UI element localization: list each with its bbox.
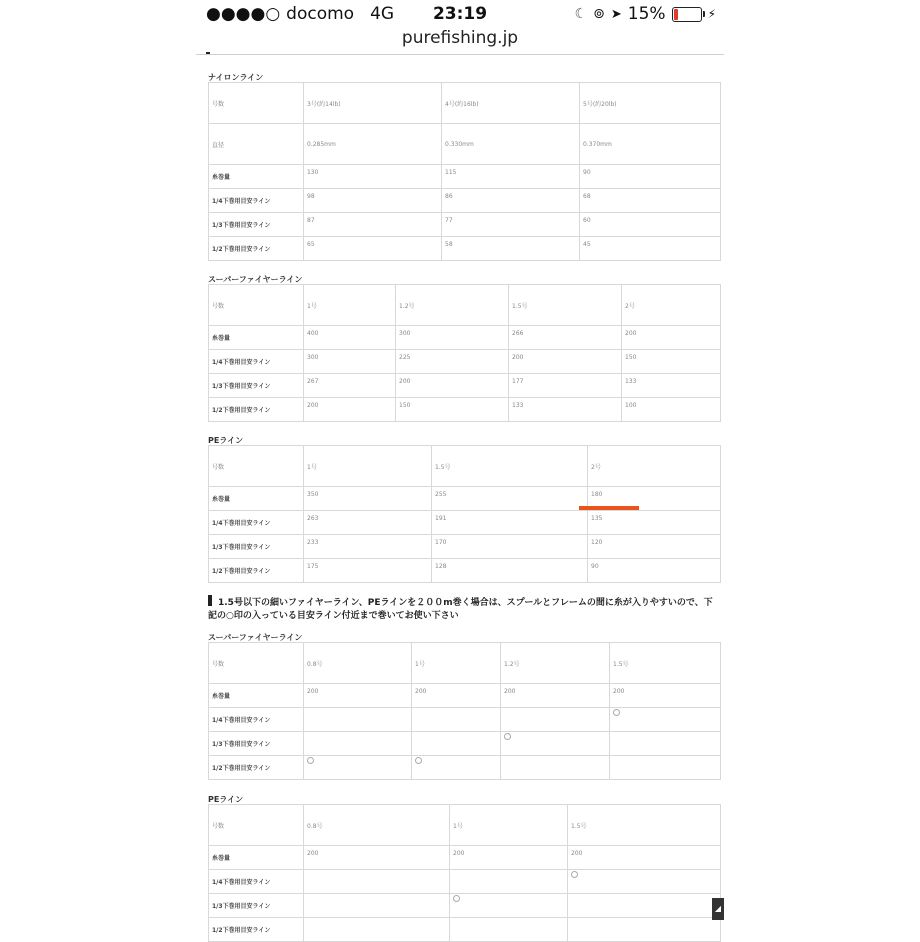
cell-text: 1/4下巻用目安ライン — [212, 520, 271, 527]
row-label — [209, 918, 304, 942]
cell-text: 170 — [435, 539, 447, 546]
row-label — [209, 732, 304, 756]
circle-mark-icon — [415, 757, 422, 764]
cell-text: 150 — [625, 354, 637, 361]
cell-text: 1.2号 — [399, 302, 415, 310]
table-cell — [580, 189, 721, 213]
table-row — [209, 732, 721, 756]
table-cell — [450, 846, 568, 870]
cell-text: 200 — [307, 688, 319, 695]
table-cell — [442, 213, 580, 237]
cell-text: 200 — [625, 330, 637, 337]
table-cell — [432, 535, 588, 559]
cell-text: 60 — [583, 217, 591, 224]
table-row — [209, 643, 721, 684]
circle-mark-icon — [453, 895, 460, 902]
table-cell — [622, 326, 721, 350]
row-label — [209, 237, 304, 261]
table-cell — [304, 511, 432, 535]
cell-text: 1.5号 — [512, 302, 528, 310]
table-row — [209, 870, 721, 894]
row-label — [209, 124, 304, 165]
cell-text: 200 — [613, 688, 625, 695]
cell-text: 120 — [591, 539, 603, 546]
table-cell — [588, 446, 721, 487]
table-cell — [622, 374, 721, 398]
row-label — [209, 894, 304, 918]
cell-text: 1/3下巻用目安ライン — [212, 903, 271, 910]
table-cell — [304, 918, 450, 942]
cell-text: 200 — [307, 850, 319, 857]
network-type: 4G — [370, 4, 395, 24]
row-label — [209, 374, 304, 398]
note-bar — [208, 595, 212, 606]
rotation-lock-icon: ⊚ — [593, 6, 605, 22]
table-row — [209, 846, 721, 870]
cell-text: 1/2下巻用目安ライン — [212, 568, 271, 575]
row-label — [209, 350, 304, 374]
cell-text: 200 — [399, 378, 411, 385]
location-arrow-icon: ➤ — [610, 6, 622, 22]
cell-text: 1号 — [453, 822, 463, 830]
table-cell — [610, 756, 721, 780]
table-cell — [304, 684, 412, 708]
table-row — [209, 535, 721, 559]
cell-text: 266 — [512, 330, 524, 337]
table-cell — [304, 559, 432, 583]
table-cell — [501, 684, 610, 708]
cell-text: 1/2下巻用目安ライン — [212, 927, 271, 934]
url-text[interactable]: purefishing.jp — [401, 28, 519, 48]
table-cell — [501, 756, 610, 780]
table-row — [209, 237, 721, 261]
table-row — [209, 918, 721, 942]
pe2-table — [208, 804, 721, 942]
row-label — [209, 165, 304, 189]
scroll-corner-button[interactable]: ◢ — [712, 898, 724, 920]
row-label — [209, 285, 304, 326]
cell-text: 200 — [512, 354, 524, 361]
table-row — [209, 559, 721, 583]
table-cell — [396, 374, 509, 398]
table-row — [209, 805, 721, 846]
row-label — [209, 846, 304, 870]
cell-text: 225 — [399, 354, 411, 361]
row-label — [209, 511, 304, 535]
table-cell — [622, 350, 721, 374]
cell-text: 177 — [512, 378, 524, 385]
cell-text: 200 — [415, 688, 427, 695]
cell-text: 1号 — [415, 660, 425, 668]
table-cell — [501, 708, 610, 732]
cell-text: 400 — [307, 330, 319, 337]
table-cell — [442, 165, 580, 189]
table-row — [209, 326, 721, 350]
note-paragraph — [208, 595, 720, 623]
table-cell — [304, 374, 396, 398]
phone-screen — [196, 0, 724, 934]
table-cell — [412, 684, 501, 708]
table-cell — [304, 398, 396, 422]
circle-mark-icon — [571, 871, 578, 878]
cell-text: 1.5号 — [613, 660, 629, 668]
cell-text: 2号 — [591, 463, 601, 471]
url-divider — [196, 54, 724, 55]
table-row — [209, 374, 721, 398]
url-bar[interactable] — [196, 28, 724, 52]
cell-text: 糸巻量 — [212, 496, 231, 503]
table-cell — [304, 189, 442, 213]
table-row — [209, 511, 721, 535]
table-row — [209, 213, 721, 237]
table-cell — [396, 285, 509, 326]
table-row — [209, 894, 721, 918]
table-cell — [610, 684, 721, 708]
circle-mark-icon — [307, 757, 314, 764]
table-cell — [610, 708, 721, 732]
table-cell — [304, 894, 450, 918]
cell-text: 45 — [583, 241, 591, 248]
cell-text: 直径 — [212, 141, 225, 149]
table-cell — [568, 870, 721, 894]
table-cell — [304, 846, 450, 870]
cell-text: 0.370mm — [583, 140, 612, 148]
row-label — [209, 326, 304, 350]
row-label — [209, 446, 304, 487]
table-cell — [304, 446, 432, 487]
row-label — [209, 684, 304, 708]
cell-text: 糸巻量 — [212, 693, 231, 700]
table-cell — [450, 894, 568, 918]
table-cell — [304, 487, 432, 511]
table-cell — [412, 732, 501, 756]
row-label — [209, 643, 304, 684]
orange-underline-mark — [579, 506, 639, 510]
superfire2-title: スーパーファイヤーライン — [208, 633, 303, 642]
table-cell — [396, 350, 509, 374]
clock: 23:19 — [432, 4, 488, 24]
cell-text: 200 — [453, 850, 465, 857]
cell-text: 1/4下巻用目安ライン — [212, 879, 271, 886]
table-cell — [304, 124, 442, 165]
table-cell — [588, 511, 721, 535]
table-cell — [509, 398, 622, 422]
row-label — [209, 870, 304, 894]
table-cell — [610, 643, 721, 684]
table-cell — [396, 326, 509, 350]
table-cell — [442, 124, 580, 165]
row-label — [209, 535, 304, 559]
battery-icon — [672, 7, 702, 22]
moon-icon: ☾ — [574, 6, 588, 22]
table-cell — [304, 535, 432, 559]
cell-text: 号数 — [212, 822, 225, 830]
table-cell — [304, 870, 450, 894]
table-row — [209, 684, 721, 708]
cell-text: 1.2号 — [504, 660, 520, 668]
cell-text: 150 — [399, 402, 411, 409]
table-cell — [509, 326, 622, 350]
nylon-title: ナイロンライン — [208, 73, 264, 82]
cell-text: 267 — [307, 378, 319, 385]
table-cell — [509, 285, 622, 326]
cell-text: 1/3下巻用目安ライン — [212, 383, 271, 390]
row-label — [209, 189, 304, 213]
table-cell — [304, 805, 450, 846]
table-row — [209, 708, 721, 732]
table-cell — [304, 708, 412, 732]
table-cell — [432, 446, 588, 487]
cell-text: 175 — [307, 563, 319, 570]
row-label — [209, 398, 304, 422]
carrier-name: docomo — [286, 4, 355, 24]
cell-text: 1/4下巻用目安ライン — [212, 198, 271, 205]
cell-text: 200 — [504, 688, 516, 695]
table-cell — [432, 559, 588, 583]
cell-text: 200 — [571, 850, 583, 857]
pe2-title: PEライン — [208, 795, 244, 804]
table-row — [209, 487, 721, 511]
cell-text: 5号(約20lb) — [583, 100, 617, 108]
cell-text: 号数 — [212, 100, 225, 108]
table-row — [209, 756, 721, 780]
superfire-table — [208, 284, 721, 422]
table-cell — [304, 285, 396, 326]
table-cell — [501, 732, 610, 756]
table-cell — [432, 511, 588, 535]
cell-text: 300 — [399, 330, 411, 337]
table-cell — [568, 805, 721, 846]
table-cell — [304, 213, 442, 237]
cell-text: 1.5号 — [435, 463, 451, 471]
table-cell — [509, 350, 622, 374]
charging-bolt-icon: ⚡ — [707, 7, 716, 21]
row-label — [209, 805, 304, 846]
cell-text: 3号(約14lb) — [307, 100, 341, 108]
cell-text: 糸巻量 — [212, 335, 231, 342]
cell-text: 58 — [445, 241, 453, 248]
table-row — [209, 398, 721, 422]
table-cell — [580, 124, 721, 165]
cell-text: 263 — [307, 515, 319, 522]
circle-mark-icon — [613, 709, 620, 716]
cell-text: 1/2下巻用目安ライン — [212, 407, 271, 414]
cell-text: 115 — [445, 169, 457, 176]
superfire-title: スーパーファイヤーライン — [208, 275, 303, 284]
table-cell — [501, 643, 610, 684]
table-cell — [588, 535, 721, 559]
battery-percent: 15% — [627, 4, 666, 24]
table-row — [209, 189, 721, 213]
table-cell — [580, 237, 721, 261]
cell-text: 135 — [591, 515, 603, 522]
row-label — [209, 213, 304, 237]
note-text: 1.5号以下の細いファイヤーライン、PEラインを２００m巻く場合は、スプールとフレームの間に糸が入りやすいので、下記の○印の入っている目安ライン付近まで巻いてお使い下さい — [208, 598, 713, 621]
row-label — [209, 559, 304, 583]
cell-text: 300 — [307, 354, 319, 361]
table-cell — [304, 83, 442, 124]
table-cell — [588, 559, 721, 583]
cell-text: 4号(約16lb) — [445, 100, 479, 108]
cell-text: 1/4下巻用目安ライン — [212, 359, 271, 366]
cell-text: 98 — [307, 193, 315, 200]
cell-text: 1号 — [307, 302, 317, 310]
cell-text: 100 — [625, 402, 637, 409]
cell-text: 255 — [435, 491, 447, 498]
cell-text: 77 — [445, 217, 453, 224]
table-cell — [509, 374, 622, 398]
table-row — [209, 83, 721, 124]
cell-text: 0.8号 — [307, 660, 323, 668]
table-cell — [412, 756, 501, 780]
row-label — [209, 708, 304, 732]
table-cell — [622, 285, 721, 326]
cell-text: 糸巻量 — [212, 855, 231, 862]
cell-text: 2号 — [625, 302, 635, 310]
cell-text: 133 — [625, 378, 637, 385]
cell-text: 65 — [307, 241, 315, 248]
cell-text: 0.330mm — [445, 140, 474, 148]
signal-strength-icon: ●●●●○ — [206, 4, 281, 24]
table-cell — [442, 83, 580, 124]
cell-text: 1号 — [307, 463, 317, 471]
cell-text: 1/3下巻用目安ライン — [212, 544, 271, 551]
circle-mark-icon — [504, 733, 511, 740]
table-cell — [568, 918, 721, 942]
cell-text: 糸巻量 — [212, 174, 231, 181]
table-cell — [580, 213, 721, 237]
table-row — [209, 285, 721, 326]
cell-text: 130 — [307, 169, 319, 176]
table-cell — [610, 732, 721, 756]
table-cell — [412, 708, 501, 732]
cell-text: 350 — [307, 491, 319, 498]
table-cell — [450, 918, 568, 942]
row-label — [209, 756, 304, 780]
cell-text: 90 — [583, 169, 591, 176]
nylon-table — [208, 82, 721, 261]
cell-text: 128 — [435, 563, 447, 570]
cell-text: 233 — [307, 539, 319, 546]
table-cell — [304, 756, 412, 780]
cell-text: 133 — [512, 402, 524, 409]
cell-text: 1/2下巻用目安ライン — [212, 765, 271, 772]
table-cell — [304, 643, 412, 684]
cell-text: 号数 — [212, 463, 225, 471]
row-label — [209, 83, 304, 124]
cell-text: 191 — [435, 515, 447, 522]
cell-text: 86 — [445, 193, 453, 200]
cell-text: 90 — [591, 563, 599, 570]
cell-text: 0.285mm — [307, 140, 336, 148]
table-cell — [450, 870, 568, 894]
table-cell — [304, 165, 442, 189]
cell-text: 200 — [307, 402, 319, 409]
table-cell — [622, 398, 721, 422]
cell-text: 68 — [583, 193, 591, 200]
pe-table — [208, 445, 721, 583]
table-cell — [304, 326, 396, 350]
cell-text: 号数 — [212, 302, 225, 310]
table-row — [209, 165, 721, 189]
table-cell — [580, 83, 721, 124]
status-bar — [196, 0, 724, 30]
cell-text: 87 — [307, 217, 315, 224]
table-cell — [304, 732, 412, 756]
pe-title: PEライン — [208, 436, 244, 445]
table-cell — [432, 487, 588, 511]
cell-text: 180 — [591, 491, 603, 498]
table-cell — [442, 237, 580, 261]
cell-text: 1/4下巻用目安ライン — [212, 717, 271, 724]
superfire2-table — [208, 642, 721, 780]
table-row — [209, 124, 721, 165]
cell-text: 1/3下巻用目安ライン — [212, 222, 271, 229]
table-cell — [304, 350, 396, 374]
table-cell — [396, 398, 509, 422]
table-row — [209, 350, 721, 374]
table-cell — [442, 189, 580, 213]
row-label — [209, 487, 304, 511]
cell-text: 号数 — [212, 660, 225, 668]
cell-text: 1/2下巻用目安ライン — [212, 246, 271, 253]
table-cell — [568, 846, 721, 870]
table-cell — [450, 805, 568, 846]
table-row — [209, 446, 721, 487]
table-cell — [304, 237, 442, 261]
table-cell — [568, 894, 721, 918]
table-cell — [412, 643, 501, 684]
cell-text: 1/3下巻用目安ライン — [212, 741, 271, 748]
cell-text: 1.5号 — [571, 822, 587, 830]
table-cell — [580, 165, 721, 189]
cell-text: 0.8号 — [307, 822, 323, 830]
